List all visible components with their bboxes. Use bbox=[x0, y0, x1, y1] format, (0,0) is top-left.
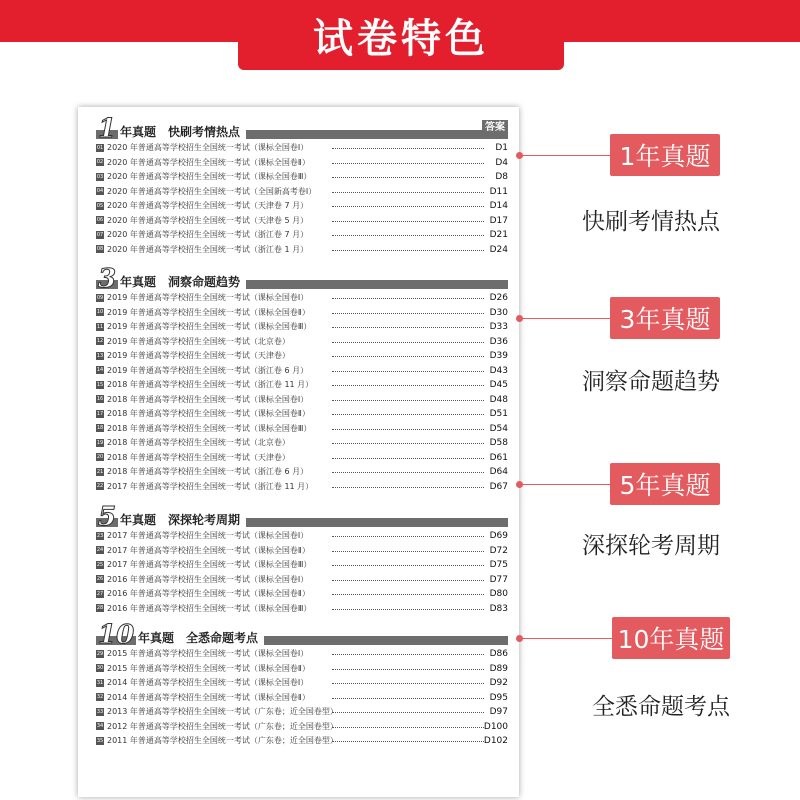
leader-dots bbox=[332, 385, 484, 386]
exam-title: 2018 年普通高等学校招生全国统一考试（浙江卷 11 月） bbox=[107, 380, 314, 389]
item-index-badge: 35 bbox=[96, 737, 104, 744]
callout-badge: 10年真题 bbox=[612, 617, 730, 659]
exam-title: 2019 年普通高等学校招生全国统一考试（北京卷） bbox=[107, 336, 290, 346]
list-item bbox=[96, 141, 508, 156]
page-number: D26 bbox=[489, 293, 508, 303]
section-header bbox=[96, 620, 508, 650]
leader-dots bbox=[332, 192, 484, 193]
section-header bbox=[96, 114, 508, 144]
callout-line bbox=[520, 155, 610, 156]
page-number: D83 bbox=[489, 603, 508, 614]
exam-title: 2014 年普通高等学校招生全国统一考试（课标全国卷Ⅰ） bbox=[107, 678, 309, 687]
exam-title: 2020 年普通高等学校招生全国统一考试（课标全国卷Ⅰ） bbox=[107, 143, 309, 152]
list-item bbox=[96, 529, 508, 544]
item-index-badge: 25 bbox=[96, 561, 104, 568]
leader-dots bbox=[332, 712, 484, 713]
leader-dots bbox=[332, 443, 484, 444]
list-item bbox=[96, 214, 508, 229]
list-item bbox=[96, 349, 508, 364]
section-10-year bbox=[96, 621, 508, 749]
list-item bbox=[96, 662, 508, 677]
page-number: D36 bbox=[489, 336, 508, 347]
exam-list bbox=[96, 647, 508, 749]
page-number: D69 bbox=[489, 531, 508, 541]
item-index-badge: 28 bbox=[96, 605, 104, 611]
exam-title: 2016 年普通高等学校招生全国统一考试（课标全国卷Ⅲ） bbox=[107, 603, 312, 613]
list-item bbox=[96, 734, 508, 749]
page-number: D24 bbox=[489, 244, 508, 255]
page-number: D100 bbox=[483, 721, 508, 732]
list-item bbox=[96, 587, 508, 602]
page-number: D11 bbox=[489, 186, 508, 197]
page-number: D72 bbox=[489, 545, 508, 556]
exam-title: 2011 年普通高等学校招生全国统一考试（广东卷；近全国卷型） bbox=[107, 736, 338, 745]
leader-dots bbox=[332, 429, 484, 430]
item-index-badge: 27 bbox=[96, 590, 104, 597]
list-item bbox=[96, 676, 508, 691]
leader-dots bbox=[332, 400, 484, 401]
section-1-year bbox=[96, 115, 508, 257]
list-item bbox=[96, 243, 508, 258]
item-index-badge: 04 bbox=[96, 188, 104, 194]
list-item bbox=[96, 364, 508, 379]
page-number: D54 bbox=[489, 423, 508, 434]
list-item bbox=[96, 185, 508, 200]
page-title: 试卷特色 bbox=[238, 0, 564, 70]
item-index-badge: 11 bbox=[96, 323, 104, 330]
page-number: D8 bbox=[495, 172, 508, 182]
exam-title: 2017 年普通高等学校招生全国统一考试（课标全国卷Ⅱ） bbox=[107, 545, 310, 555]
page-number: D86 bbox=[489, 649, 508, 659]
item-index-badge: 23 bbox=[96, 532, 104, 539]
callout-dot bbox=[516, 635, 523, 642]
leader-dots bbox=[332, 458, 484, 459]
page-number: D75 bbox=[489, 560, 508, 570]
leader-dots bbox=[332, 163, 484, 164]
exam-title: 2016 年普通高等学校招生全国统一考试（课标全国卷Ⅱ） bbox=[107, 589, 310, 598]
item-index-badge: 18 bbox=[96, 425, 104, 431]
exam-list bbox=[96, 141, 508, 257]
exam-title: 2018 年普通高等学校招生全国统一考试（课标全国卷Ⅲ） bbox=[107, 423, 312, 433]
section-label: 年真题 深探轮考周期 bbox=[118, 512, 246, 528]
item-index-badge: 16 bbox=[96, 396, 104, 402]
page-number: D4 bbox=[495, 157, 508, 168]
item-index-badge: 33 bbox=[96, 708, 104, 715]
leader-dots bbox=[332, 594, 484, 595]
item-index-badge: 07 bbox=[96, 231, 104, 238]
page-number: D80 bbox=[489, 589, 508, 599]
page-number: D33 bbox=[489, 322, 508, 332]
leader-dots bbox=[332, 206, 484, 207]
page-number: D48 bbox=[489, 394, 508, 405]
page-number: D21 bbox=[489, 230, 508, 240]
section-3-year bbox=[96, 265, 508, 494]
item-index-badge: 20 bbox=[96, 454, 104, 460]
list-item bbox=[96, 378, 508, 393]
list-item bbox=[96, 720, 508, 735]
exam-list bbox=[96, 529, 508, 616]
item-index-badge: 12 bbox=[96, 338, 104, 344]
answer-column-label: 答案 bbox=[482, 120, 508, 135]
item-index-badge: 10 bbox=[96, 309, 104, 315]
list-item bbox=[96, 170, 508, 185]
item-index-badge: 14 bbox=[96, 367, 104, 373]
item-index-badge: 26 bbox=[96, 576, 104, 582]
list-item bbox=[96, 691, 508, 706]
callout-description: 深探轮考周期 bbox=[582, 533, 720, 559]
list-item bbox=[96, 422, 508, 437]
list-item bbox=[96, 558, 508, 573]
item-index-badge: 06 bbox=[96, 217, 104, 223]
item-index-badge: 13 bbox=[96, 352, 104, 359]
exam-title: 2020 年普通高等学校招生全国统一考试（课标全国卷Ⅲ） bbox=[107, 172, 312, 181]
table-of-contents-sheet bbox=[78, 107, 519, 797]
leader-dots bbox=[332, 250, 484, 251]
item-index-badge: 05 bbox=[96, 202, 104, 209]
callout-line bbox=[520, 318, 610, 319]
leader-dots bbox=[332, 698, 484, 699]
page-number: D51 bbox=[489, 409, 508, 419]
exam-title: 2016 年普通高等学校招生全国统一考试（课标全国卷Ⅰ） bbox=[107, 574, 309, 584]
page-number: D1 bbox=[495, 143, 508, 153]
leader-dots bbox=[332, 298, 484, 299]
leader-dots bbox=[332, 683, 484, 684]
exam-title: 2012 年普通高等学校招生全国统一考试（广东卷；近全国卷型） bbox=[107, 721, 338, 731]
list-item bbox=[96, 228, 508, 243]
exam-title: 2018 年普通高等学校招生全国统一考试（天津卷） bbox=[107, 452, 290, 462]
exam-title: 2015 年普通高等学校招生全国统一考试（课标全国卷Ⅱ） bbox=[107, 663, 310, 673]
leader-dots bbox=[332, 580, 484, 581]
item-index-badge: 17 bbox=[96, 410, 104, 417]
list-item bbox=[96, 544, 508, 559]
exam-title: 2020 年普通高等学校招生全国统一考试（天津卷 7 月） bbox=[107, 201, 309, 210]
exam-title: 2019 年普通高等学校招生全国统一考试（浙江卷 6 月） bbox=[107, 365, 309, 375]
item-index-badge: 32 bbox=[96, 694, 104, 700]
item-index-badge: 03 bbox=[96, 173, 104, 180]
leader-dots bbox=[332, 313, 484, 314]
item-index-badge: 29 bbox=[96, 650, 104, 657]
exam-title: 2014 年普通高等学校招生全国统一考试（课标全国卷Ⅱ） bbox=[107, 692, 310, 702]
exam-title: 2015 年普通高等学校招生全国统一考试（课标全国卷Ⅰ） bbox=[107, 649, 309, 658]
page-number: D17 bbox=[489, 215, 508, 226]
page-number: D45 bbox=[489, 380, 508, 390]
page-number: D92 bbox=[489, 678, 508, 688]
leader-dots bbox=[332, 741, 484, 742]
list-item bbox=[96, 647, 508, 662]
page-number: D14 bbox=[489, 201, 508, 211]
list-item bbox=[96, 291, 508, 306]
callout-description: 快刷考情热点 bbox=[582, 209, 720, 235]
callout-dot bbox=[516, 315, 523, 322]
section-5-year bbox=[96, 503, 508, 616]
callout-dot bbox=[516, 481, 523, 488]
section-label: 年真题 洞察命题趋势 bbox=[118, 274, 246, 290]
exam-title: 2020 年普通高等学校招生全国统一考试（浙江卷 7 月） bbox=[107, 230, 309, 239]
callout-line bbox=[520, 484, 610, 485]
section-number: 3 bbox=[98, 264, 117, 294]
exam-title: 2020 年普通高等学校招生全国统一考试（课标全国卷Ⅱ） bbox=[107, 157, 310, 167]
page-number: D77 bbox=[489, 574, 508, 585]
list-item bbox=[96, 705, 508, 720]
exam-title: 2020 年普通高等学校招生全国统一考试（浙江卷 1 月） bbox=[107, 244, 309, 254]
item-index-badge: 30 bbox=[96, 665, 104, 671]
leader-dots bbox=[332, 414, 484, 415]
exam-title: 2020 年普通高等学校招生全国统一考试（全国新高考卷Ⅰ） bbox=[107, 186, 317, 196]
leader-dots bbox=[332, 565, 484, 566]
exam-title: 2017 年普通高等学校招生全国统一考试（课标全国卷Ⅰ） bbox=[107, 531, 309, 540]
callout-description: 洞察命题趋势 bbox=[582, 369, 720, 395]
list-item bbox=[96, 199, 508, 214]
exam-title: 2019 年普通高等学校招生全国统一考试（课标全国卷Ⅲ） bbox=[107, 322, 312, 331]
page-number: D97 bbox=[489, 707, 508, 717]
section-number: 1 bbox=[98, 114, 117, 144]
page-number: D61 bbox=[489, 452, 508, 463]
leader-dots bbox=[332, 235, 484, 236]
section-header bbox=[96, 502, 508, 532]
exam-title: 2019 年普通高等学校招生全国统一考试（课标全国卷Ⅰ） bbox=[107, 293, 309, 302]
leader-dots bbox=[332, 654, 484, 655]
list-item bbox=[96, 156, 508, 171]
exam-title: 2017 年普通高等学校招生全国统一考试（课标全国卷Ⅲ） bbox=[107, 560, 312, 569]
item-index-badge: 08 bbox=[96, 246, 104, 252]
callout-description: 全悉命题考点 bbox=[592, 694, 730, 720]
item-index-badge: 19 bbox=[96, 439, 104, 446]
exam-title: 2020 年普通高等学校招生全国统一考试（天津卷 5 月） bbox=[107, 215, 309, 225]
callout-badge: 5年真题 bbox=[610, 463, 720, 505]
leader-dots bbox=[332, 221, 484, 222]
item-index-badge: 02 bbox=[96, 159, 104, 165]
section-header bbox=[96, 264, 508, 294]
page-number: D89 bbox=[489, 663, 508, 674]
item-index-badge: 31 bbox=[96, 679, 104, 686]
leader-dots bbox=[332, 177, 484, 178]
item-index-badge: 22 bbox=[96, 483, 104, 489]
leader-dots bbox=[332, 371, 484, 372]
list-item bbox=[96, 407, 508, 422]
section-number: 10 bbox=[98, 620, 135, 650]
item-index-badge: 34 bbox=[96, 723, 104, 729]
page-number: D95 bbox=[489, 692, 508, 703]
exam-title: 2018 年普通高等学校招生全国统一考试（浙江卷 6 月） bbox=[107, 467, 309, 476]
item-index-badge: 21 bbox=[96, 468, 104, 475]
item-index-badge: 15 bbox=[96, 381, 104, 388]
list-item bbox=[96, 602, 508, 617]
list-item bbox=[96, 451, 508, 466]
page-number: D43 bbox=[489, 365, 508, 376]
list-item bbox=[96, 306, 508, 321]
callout-line bbox=[520, 638, 612, 639]
list-item bbox=[96, 573, 508, 588]
leader-dots bbox=[332, 551, 484, 552]
section-label: 年真题 全悉命题考点 bbox=[136, 630, 264, 646]
list-item bbox=[96, 480, 508, 495]
leader-dots bbox=[332, 472, 484, 473]
leader-dots bbox=[332, 609, 484, 610]
page-number: D64 bbox=[489, 467, 508, 477]
exam-title: 2019 年普通高等学校招生全国统一考试（天津卷） bbox=[107, 351, 290, 360]
page-number: D30 bbox=[489, 307, 508, 318]
item-index-badge: 09 bbox=[96, 294, 104, 301]
page-number: D58 bbox=[489, 438, 508, 448]
list-item bbox=[96, 335, 508, 350]
leader-dots bbox=[332, 669, 484, 670]
list-item bbox=[96, 465, 508, 480]
callout-dot bbox=[516, 152, 523, 159]
list-item bbox=[96, 393, 508, 408]
list-item bbox=[96, 320, 508, 335]
leader-dots bbox=[332, 342, 484, 343]
exam-title: 2013 年普通高等学校招生全国统一考试（广东卷；近全国卷型） bbox=[107, 707, 338, 716]
list-item bbox=[96, 436, 508, 451]
item-index-badge: 01 bbox=[96, 144, 104, 151]
exam-title: 2019 年普通高等学校招生全国统一考试（课标全国卷Ⅱ） bbox=[107, 307, 310, 317]
leader-dots bbox=[332, 727, 484, 728]
page-number: D102 bbox=[483, 736, 508, 746]
exam-title: 2018 年普通高等学校招生全国统一考试（北京卷） bbox=[107, 438, 290, 447]
exam-title: 2018 年普通高等学校招生全国统一考试（课标全国卷Ⅱ） bbox=[107, 409, 310, 418]
section-number: 5 bbox=[98, 502, 117, 532]
leader-dots bbox=[332, 356, 484, 357]
item-index-badge: 24 bbox=[96, 547, 104, 553]
exam-title: 2018 年普通高等学校招生全国统一考试（课标全国卷Ⅰ） bbox=[107, 394, 309, 404]
leader-dots bbox=[332, 536, 484, 537]
leader-dots bbox=[332, 327, 484, 328]
page-number: D39 bbox=[489, 351, 508, 361]
callout-badge: 3年真题 bbox=[610, 297, 720, 339]
leader-dots bbox=[332, 487, 484, 488]
callout-badge: 1年真题 bbox=[610, 134, 720, 176]
exam-list bbox=[96, 291, 508, 494]
page-number: D67 bbox=[489, 481, 508, 492]
leader-dots bbox=[332, 148, 484, 149]
section-label: 年真题 快刷考情热点 bbox=[118, 124, 246, 140]
exam-title: 2017 年普通高等学校招生全国统一考试（浙江卷 11 月） bbox=[107, 481, 314, 491]
